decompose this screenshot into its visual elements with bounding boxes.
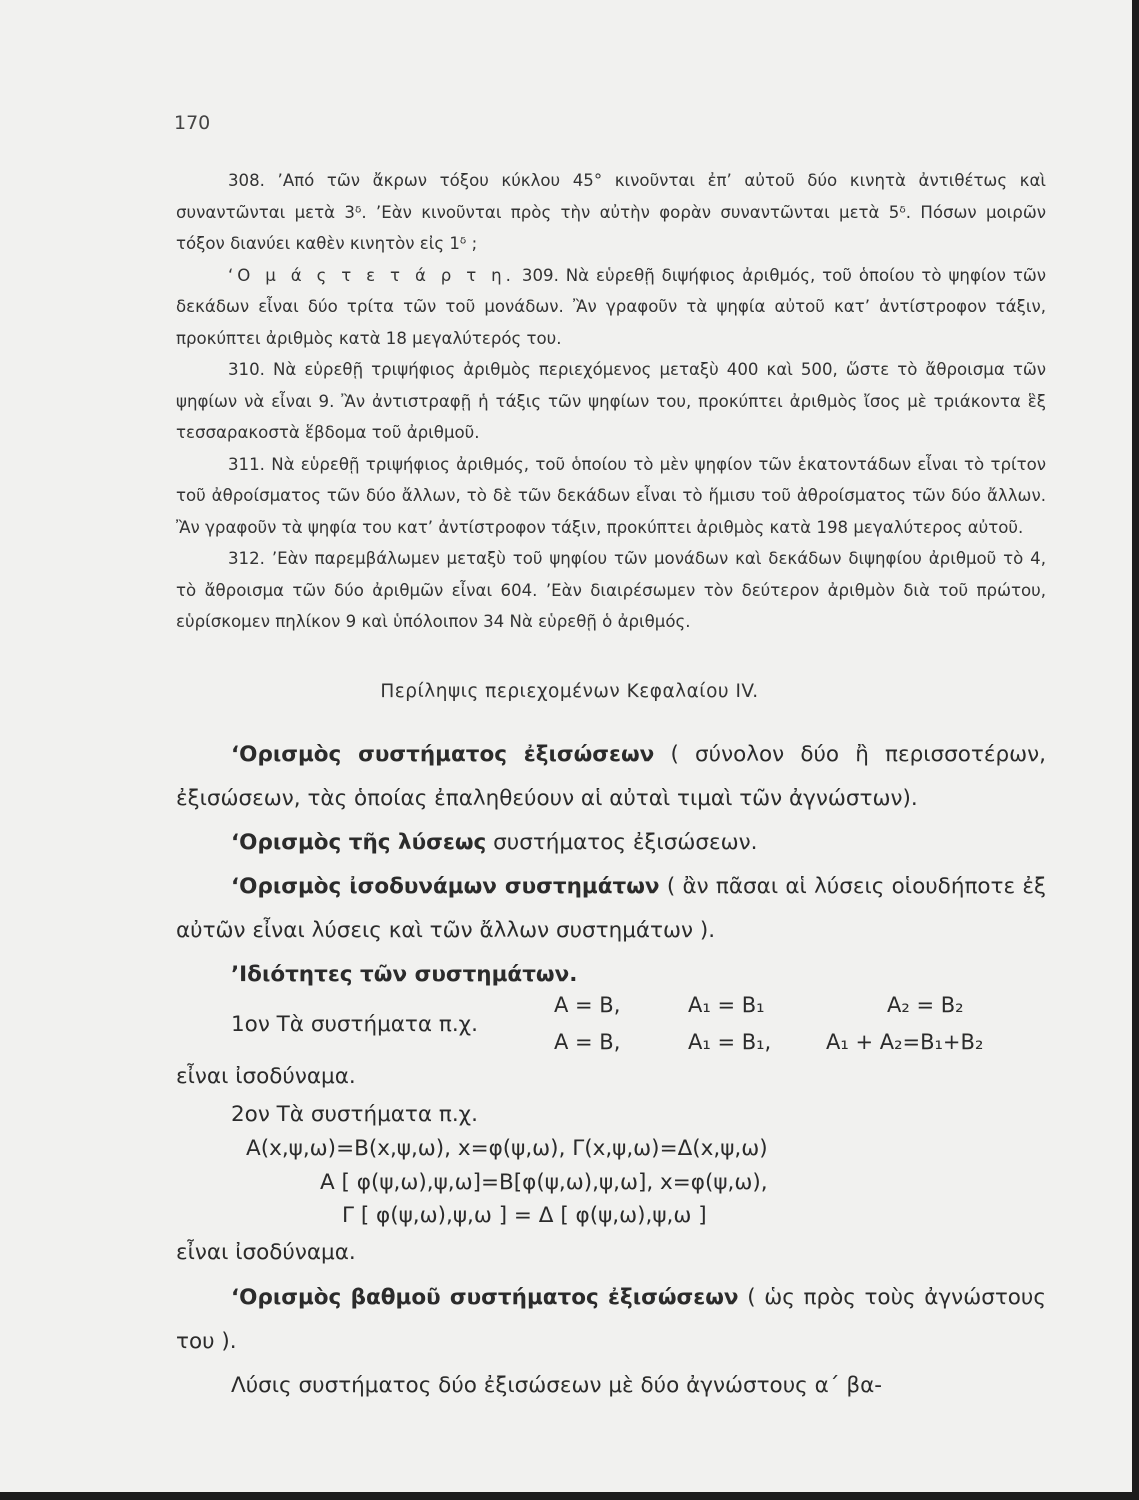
weekly-label: ‘Ο μ ά ς τ ε τ ά ρ τ η.	[228, 265, 515, 285]
definitions-block	[176, 733, 1046, 997]
example-2-line-1: Α(x,ψ,ω)=Β(x,ψ,ω), x=φ(ψ,ω), Γ(x,ψ,ω)=Δ(x,ψ,ω)	[246, 1136, 768, 1161]
definition-equivalent	[176, 865, 1046, 953]
problem-311: 311. Νὰ εὑρεθῇ τριψήφιος ἀριθμός, τοῦ ὁποίου τὸ μὲν ψηφίον τῶν ἑκατοντάδων εἶναι τὸ τρίτον τοῦ ἀθροίσματος τῶν δύο ἄλλων, τὸ δὲ τῶν δεκάδων εἶναι τὸ ἥμισυ τοῦ ἀθροίσματος τῶν δύο ἄλλων. Ἂν γραφοῦν τὰ ψηφία του κατ’ ἀντίστροφον τάξιν, προκύπτει ἀριθμὸς κατὰ 198 μεγαλύτερος αὐτοῦ.	[176, 454, 1046, 537]
definition-solution-text: συστήματος ἐξισώσεων.	[486, 830, 758, 855]
eq-row1-c: Α₂ = Β₂	[887, 993, 964, 1017]
eq-row2-b: Α₁ = Β₁,	[688, 1030, 772, 1054]
definition-solution	[176, 821, 1046, 865]
definition-degree	[176, 1276, 1046, 1364]
example-1-label: 1ον Τὰ συστήματα π.χ.	[231, 1012, 478, 1037]
problem-308: 308. ’Από τῶν ἄκρων τόξου κύκλου 45° κινοῦνται ἐπ’ αὐτοῦ δύο κινητὰ ἀντιθέτως καὶ συναντῶνται μετὰ 3ᵟ. ’Εὰν κινοῦνται πρὸς τὴν αὐτὴν φορὰν συναντῶνται μετὰ 5ᵟ. Πόσων μοιρῶν τόξον διανύει καθὲν κινητὸν εἰς 1ᵟ ;	[176, 171, 1046, 253]
definition-system	[176, 733, 1046, 821]
definition-solution-title: ‘Ορισμὸς τῆς λύσεως	[231, 830, 487, 855]
eq-row1-b: Α₁ = Β₁	[688, 993, 765, 1017]
problem-312: 312. ’Εὰν παρεμβάλωμεν μεταξὺ τοῦ ψηφίου τῶν μονάδων καὶ δεκάδων διψηφίου ἀριθμοῦ τὸ 4, τὸ ἄθροισμα τῶν δύο ἀριθμῶν εἶναι 604. ’Εὰν διαιρέσωμεν τὸν δεύτερον ἀριθμὸν διὰ τοῦ πρώτου, εὑρίσκομεν πηλίκον 9 καὶ ὑπόλοιπον 34 Νὰ εὑρεθῇ ὁ ἀριθμός.	[176, 549, 1046, 631]
eq-row2-a: Α = Β,	[554, 1030, 621, 1054]
definition-equivalent-text: ( ἂν πᾶσαι αἱ λύσεις οἱουδήποτε ἐξ αὐτῶν εἶναι λύσεις καὶ τῶν ἄλλων συστημάτων ).	[176, 874, 1046, 943]
problem-309-text: 309. Νὰ εὑρεθῇ διψήφιος ἀριθμός, τοῦ ὁποίου τὸ ψηφίον τῶν δεκάδων εἶναι δύο τρίτα τῶν τοῦ μονάδων. Ἂν γραφοῦν τὰ ψηφία αὐτοῦ κατ’ ἀντίστροφον τάξιν, προκύπτει ἀριθμὸς κατὰ 18 μεγαλύτερός του.	[176, 265, 1046, 348]
last-line: Λύσις συστήματος δύο ἐξισώσεων μὲ δύο ἀγνώστους α΄ βα-	[231, 1373, 883, 1398]
example-2-label: 2ον Τὰ συστήματα π.χ.	[231, 1102, 478, 1127]
problem-310: 310. Νὰ εὑρεθῇ τριψήφιος ἀριθμὸς περιεχόμενος μεταξὺ 400 καὶ 500, ὥστε τὸ ἄθροισμα τῶν ψηφίων νὰ εἶναι 9. Ἂν ἀντιστραφῇ ἡ τάξις τῶν ψηφίων του, προκύπτει ἀριθμὸς ἴσος μὲ τριάκοντα ἓξ τεσσαρακοστὰ ἕβδομα τοῦ ἀριθμοῦ.	[176, 360, 1046, 442]
equivalent-note-1: εἶναι ἰσοδύναμα.	[176, 1064, 356, 1089]
problems-block	[176, 165, 1046, 638]
scan-edge-bottom	[0, 1492, 1139, 1500]
summary-heading: Περίληψις περιεχομένων Κεφαλαίου IV.	[380, 681, 759, 702]
properties-title: ’Ιδιότητες τῶν συστημάτων.	[231, 962, 578, 987]
degree-block	[176, 1276, 1046, 1408]
definition-degree-text: ( ὡς πρὸς τοὺς ἀγνώστους του ).	[176, 1285, 1046, 1354]
equivalent-note-2: εἶναι ἰσοδύναμα.	[176, 1240, 356, 1265]
scan-edge-right	[1132, 0, 1139, 1500]
example-2-line-3: Γ [ φ(ψ,ω),ψ,ω ] = Δ [ φ(ψ,ω),ψ,ω ]	[342, 1203, 707, 1228]
eq-row1-a: Α = Β,	[554, 993, 621, 1017]
page-number: 170	[174, 112, 211, 134]
eq-row2-c: Α₁ + Α₂=Β₁+Β₂	[826, 1030, 984, 1054]
definition-system-text: ( σύνολον δύο ἢ περισσοτέρων, ἐξισώσεων, τὰς ὁποίας ἐπαληθεύουν αἱ αὐταὶ τιμαὶ τῶν ἀγνώστων).	[176, 742, 1046, 811]
definition-system-title: ‘Ορισμὸς συστήματος ἐξισώσεων	[231, 742, 655, 767]
problem-309	[176, 260, 1046, 355]
definition-degree-title: ‘Ορισμὸς βαθμοῦ συστήματος ἐξισώσεων	[231, 1285, 739, 1310]
definition-equivalent-title: ‘Ορισμὸς ἰσοδυνάμων συστημάτων	[231, 874, 660, 899]
example-2-line-2: Α [ φ(ψ,ω),ψ,ω]=Β[φ(ψ,ω),ψ,ω], x=φ(ψ,ω),	[320, 1170, 768, 1195]
